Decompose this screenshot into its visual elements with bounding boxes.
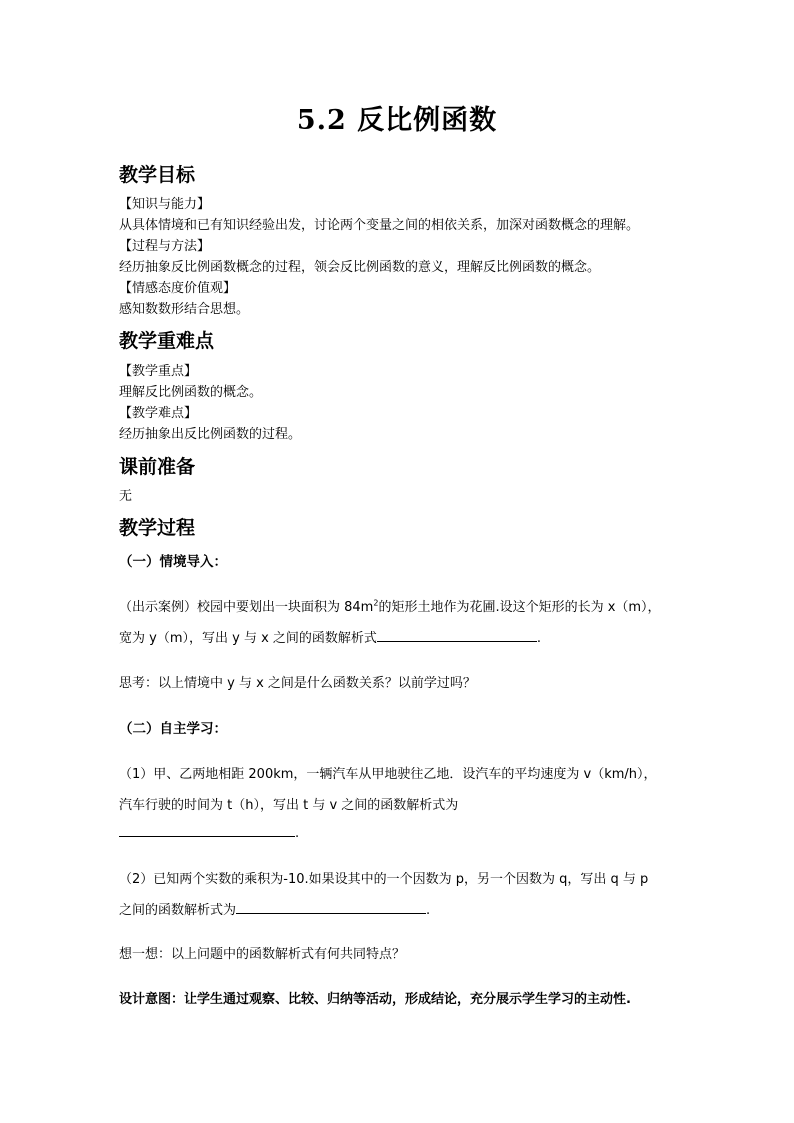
label-key: 【教学重点】 [119,364,198,379]
text-difficult: 经历抽象出反比例函数的过程。 [119,427,302,442]
design-intent: 设计意图：让学生通过观察、比较、归纳等活动，形成结论，充分展示学生学习的主动性. [119,992,631,1007]
answer-blank[interactable] [377,628,537,642]
answer-blank[interactable] [119,823,295,837]
ponder-question: 想一想：以上问题中的函数解析式有何共同特点？ [119,947,406,962]
question2-line-2: 之间的函数解析式为 . [119,899,430,918]
text-emotion: 感知数数形结合思想。 [119,302,250,317]
label-difficult: 【教学难点】 [119,406,198,421]
label-part1: （一）情境导入： [119,554,227,570]
text-key: 理解反比例函数的概念。 [119,385,263,400]
question1-line-3: . [119,823,299,841]
heading-process: 教学过程 [119,517,196,539]
answer-blank[interactable] [236,900,426,914]
heading-key-points: 教学重难点 [119,330,215,352]
question1-line-2: 汽车行驶的时间为 t（h），写出 t 与 v 之间的函数解析式为 [119,798,459,813]
text-process-method: 经历抽象反比例函数概念的过程，领会反比例函数的意义，理解反比例函数的概念。 [119,260,601,275]
case-line-1: （出示案例）校园中要划出一块面积为 $84m^2$的矩形土地作为花圃.设这个矩形的长为 x（m）， [119,598,661,615]
label-knowledge: 【知识与能力】 [119,197,211,212]
case-line-2: 宽为 y（m），写出 y 与 x 之间的函数解析式 . [119,627,541,646]
superscript: 2 [373,598,379,608]
text-knowledge: 从具体情境和已有知识经验出发，讨论两个变量之间的相依关系，加深对函数概念的理解。 [119,218,640,233]
think-question: 思考：以上情境中 y 与 x 之间是什么函数关系？以前学过吗？ [119,676,476,691]
label-process-method: 【过程与方法】 [119,239,211,254]
question2-line-1: （2）已知两个实数的乘积为-10.如果设其中的一个因数为 p，另一个因数为 q，写出 q 与 p [119,872,649,887]
question1-line-1: （1）甲、乙两地相距 200km，一辆汽车从甲地驶往乙地．设汽车的平均速度为 v（km/h）， [119,767,657,782]
label-part2: （二）自主学习： [119,721,227,737]
page-title: 5.2 反比例函数 [296,105,498,136]
heading-goals: 教学目标 [119,164,196,186]
heading-prep: 课前准备 [119,456,196,478]
label-emotion: 【情感态度价值观】 [119,281,237,296]
text-prep: 无 [119,489,133,504]
